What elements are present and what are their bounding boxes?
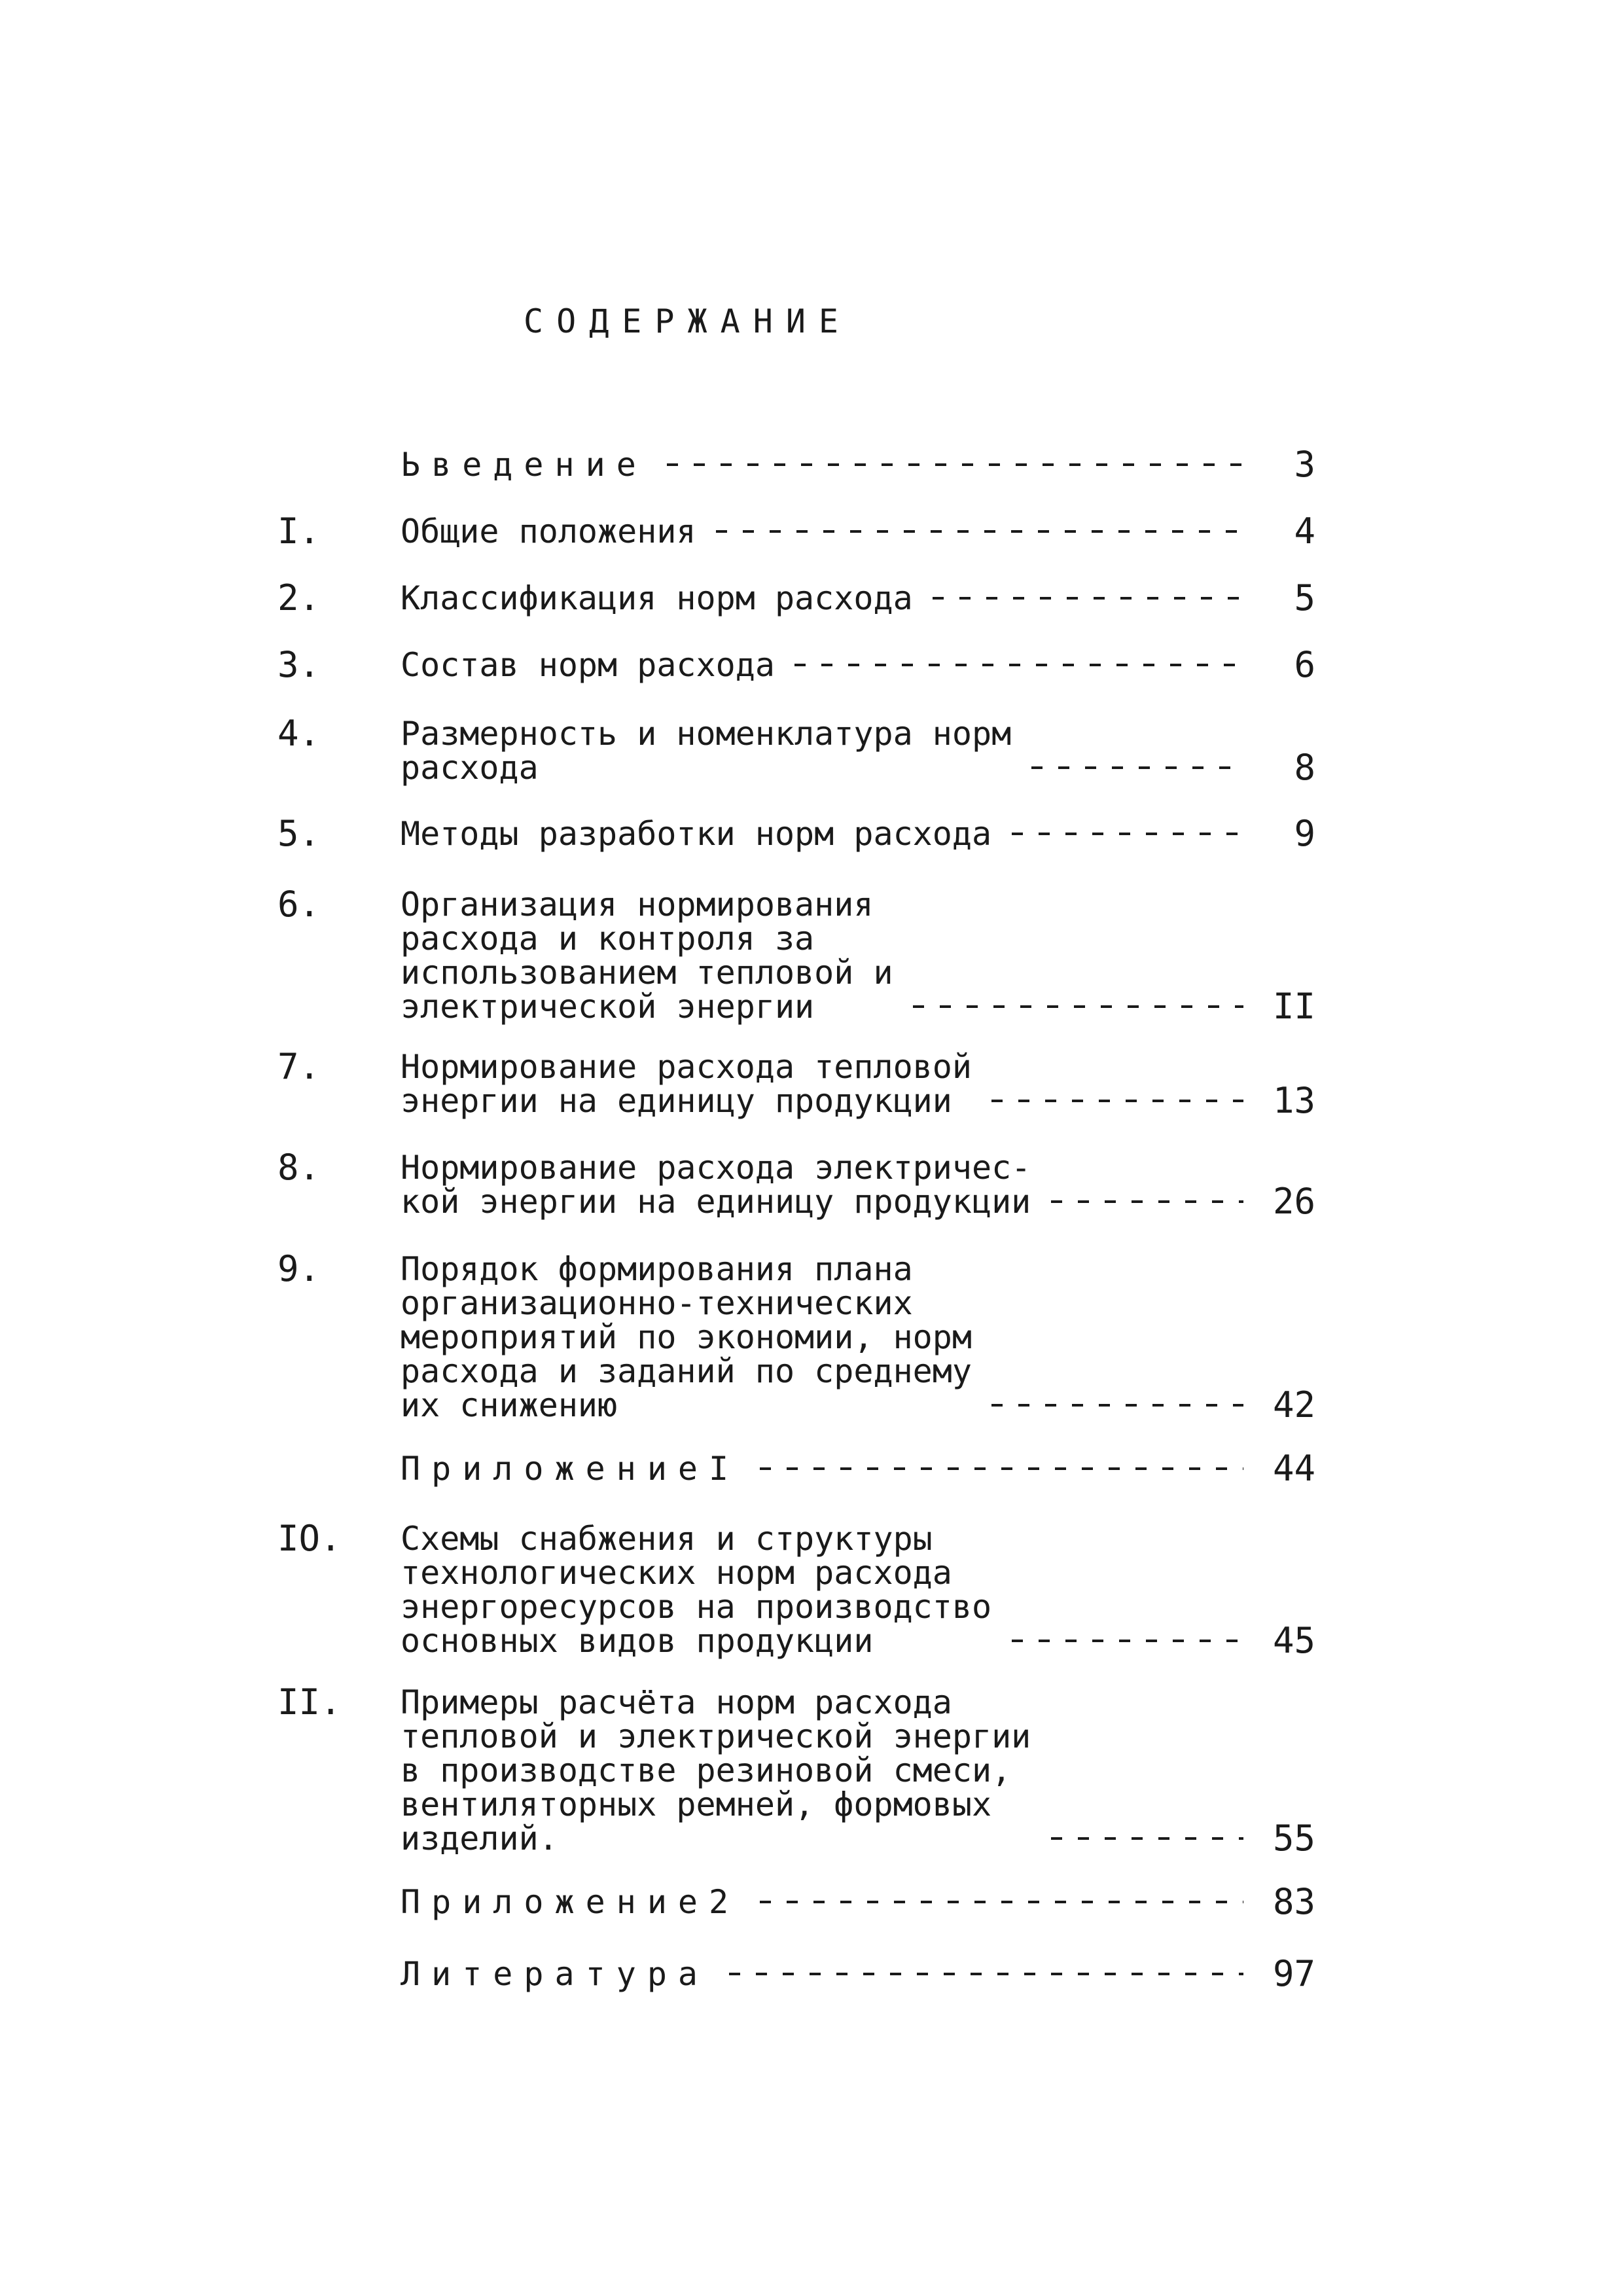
toc-entry: [0, 577, 1623, 619]
section-title-line: Нормирование расхода электричес-: [401, 1149, 1031, 1187]
toc-entry: [0, 713, 1623, 788]
section-title-line: расхода и заданий по среднему: [401, 1352, 972, 1390]
toc-entry: [0, 813, 1623, 854]
dotted-leader: [760, 1458, 1243, 1478]
section-title-line: Размерность и номенклатура норм: [401, 715, 1012, 753]
page-number: 6: [1294, 644, 1315, 685]
dotted-leader: [913, 996, 1243, 1016]
section-number: 9.: [277, 1248, 321, 1289]
section-title: [401, 817, 991, 851]
section-title-line: кой энергии на единицу продукции: [401, 1183, 1031, 1221]
page-number: 42: [1272, 1384, 1315, 1426]
section-number: 8.: [277, 1147, 321, 1188]
section-number: 4.: [277, 713, 321, 754]
toc-entry: [0, 884, 1623, 1027]
section-title-line: организационно-технических: [401, 1284, 913, 1322]
toc-entry: [0, 1448, 1623, 1489]
dotted-leader: [1051, 1828, 1243, 1848]
page-number: 5: [1294, 577, 1315, 619]
toc-entry: [0, 1953, 1623, 1994]
page-number: 9: [1294, 813, 1315, 854]
section-title-line: тепловой и электрической энергии: [401, 1717, 1031, 1755]
dotted-leader: [991, 1395, 1243, 1414]
toc-entry: [0, 1147, 1623, 1222]
section-title-line: Методы разработки норм расхода: [401, 815, 992, 853]
toc-entry: [0, 511, 1623, 552]
section-title: [401, 581, 913, 615]
toc-entry: [0, 444, 1623, 485]
section-title: [401, 717, 1011, 785]
section-title: [401, 1957, 709, 1991]
section-title-line: Приложение2: [401, 1883, 740, 1921]
section-title-line: в производстве резиновой смеси,: [401, 1751, 1012, 1789]
page-number: 3: [1294, 444, 1315, 485]
section-title-line: расхода: [401, 749, 539, 787]
section-title-line: Литература: [401, 1955, 709, 1993]
toc-entry: [0, 1881, 1623, 1922]
dotted-leader: [794, 655, 1243, 674]
page-number: 13: [1272, 1080, 1315, 1121]
section-title: [401, 1452, 740, 1486]
dotted-leader: [1031, 757, 1243, 777]
page-number: 97: [1272, 1953, 1315, 1994]
page-number: 8: [1294, 747, 1315, 788]
section-title-line: Схемы снабжения и структуры: [401, 1520, 933, 1558]
section-title-line: Порядок формирования плана: [401, 1250, 913, 1288]
toc-entry: [0, 1248, 1623, 1426]
section-number: 6.: [277, 884, 321, 925]
section-title-line: основных видов продукции: [401, 1622, 874, 1660]
section-title-line: Ьведение: [401, 446, 647, 484]
section-title-line: электрической энергии: [401, 988, 815, 1026]
dotted-leader: [1012, 823, 1243, 843]
section-title: [401, 1151, 1031, 1219]
dotted-leader: [1012, 1630, 1243, 1650]
section-title-line: изделий.: [401, 1820, 558, 1857]
section-number: 2.: [277, 577, 321, 619]
toc-entry: [0, 1681, 1623, 1859]
page-number: II: [1272, 986, 1315, 1027]
section-title: [401, 648, 775, 682]
section-number: 3.: [277, 644, 321, 685]
toc-entry: [0, 1518, 1623, 1661]
section-title: [401, 514, 696, 548]
section-title-line: расхода и контроля за: [401, 920, 815, 958]
section-number: 7.: [277, 1046, 321, 1087]
page-number: 44: [1272, 1448, 1315, 1489]
section-number: I.: [277, 511, 321, 552]
section-number: II.: [277, 1681, 342, 1723]
page-title: СОДЕРЖАНИЕ: [524, 302, 852, 340]
dotted-leader: [667, 454, 1243, 474]
section-title-line: использованием тепловой и: [401, 954, 893, 992]
section-title-line: технологических норм расхода: [401, 1554, 952, 1592]
section-title: [401, 1885, 740, 1919]
section-title: [401, 1252, 972, 1422]
section-title: [401, 448, 647, 482]
section-title: [401, 1050, 972, 1118]
section-title: [401, 888, 893, 1024]
section-title-line: Примеры расчёта норм расхода: [401, 1683, 952, 1721]
section-title: [401, 1685, 1031, 1856]
dotted-leader: [991, 1090, 1243, 1110]
dotted-leader: [1051, 1191, 1243, 1211]
dotted-leader: [933, 588, 1243, 607]
section-title-line: энергоресурсов на производство: [401, 1588, 992, 1626]
page-number: 55: [1272, 1818, 1315, 1859]
section-title-line: их снижению: [401, 1386, 618, 1424]
section-number: IO.: [277, 1518, 342, 1559]
page-number: 26: [1272, 1181, 1315, 1222]
page-number: 4: [1294, 511, 1315, 552]
dotted-leader: [729, 1964, 1243, 1983]
page-number: 45: [1272, 1620, 1315, 1661]
dotted-leader: [716, 521, 1243, 541]
section-number: 5.: [277, 813, 321, 854]
section-title-line: Классификация норм расхода: [401, 579, 913, 617]
toc-entry: [0, 644, 1623, 685]
dotted-leader: [760, 1892, 1243, 1911]
section-title-line: энергии на единицу продукции: [401, 1082, 952, 1120]
section-title-line: Общие положения: [401, 512, 696, 550]
section-title-line: Нормирование расхода тепловой: [401, 1048, 972, 1086]
section-title-line: ПриложениеI: [401, 1450, 740, 1488]
section-title-line: Состав норм расхода: [401, 646, 775, 684]
section-title-line: вентиляторных ремней, формовых: [401, 1785, 992, 1823]
toc-entry: [0, 1046, 1623, 1121]
section-title-line: Организация нормирования: [401, 886, 874, 924]
section-title: [401, 1522, 991, 1658]
page-number: 83: [1272, 1881, 1315, 1922]
section-title-line: мероприятий по экономии, норм: [401, 1318, 972, 1356]
